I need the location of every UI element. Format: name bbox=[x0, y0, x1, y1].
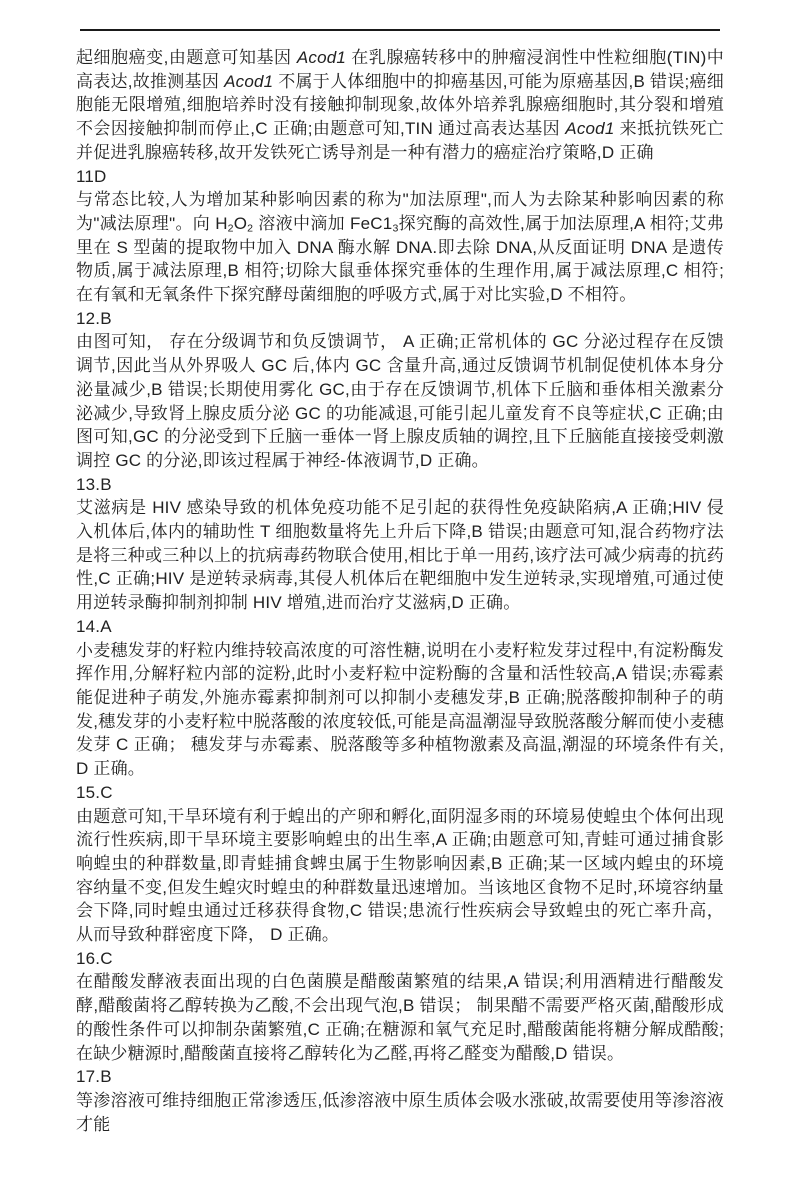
text-run: 来抵抗铁死亡并促进乳腺癌转移,故开发铁死亡诱导剂是一种有潜力的癌症治疗策略,D 正确 bbox=[76, 119, 724, 162]
answer-label: 13.B bbox=[76, 474, 112, 494]
answer-paragraph bbox=[76, 970, 724, 1065]
answer-paragraph bbox=[76, 639, 724, 781]
answer-paragraph bbox=[76, 1089, 724, 1136]
answers-list bbox=[76, 165, 724, 1137]
answer-label: 11D bbox=[76, 166, 107, 186]
text-run: 由图可知， 存在分级调节和负反馈调节， A 正确;正常机体的 GC 分泌过程存在反馈调节,因此当从外界吸人 GC 后,体内 GC 含量升高,通过反馈调节机制促使机体本身分泌量减少,B 错误;长期使用雾化 GC,由于存在反馈调节,机体下丘脑和垂体相关激素分泌减少,导致肾上腺皮质分泌 GC 的功能减退,可能引起儿童发育不良等症状,C 正确;由图可知,GC 的分泌受到下丘脑一垂体一肾上腺皮质轴的调控,且下丘脑能直接接受刺激调控 GC 的分泌,即该过程属于神经-体液调节,D 正确。 bbox=[76, 332, 724, 470]
subscript-text: 2 bbox=[247, 222, 254, 235]
answer-label: 14.A bbox=[76, 616, 112, 636]
text-run: 由题意可知,干旱环境有利于蝗出的产卵和孵化,面阴湿多雨的环境易使蝗虫个体何出现流行性疾病,即干旱环境主要影响蝗虫的出生率,A 正确;由题意可知,青蛙可通过捕食影响蝗虫的种群数量,即青蛙捕食蜱虫属于生物影响因素,B 正确;某一区域内蝗虫的环境容纳量不变,但发生蝗灾时蝗虫的种群数量迅速增加。当该地区食物不足时,环境容纳量会下降,同时蝗虫通过迁移获得食物,C 错误;患流行性疾病会导致蝗虫的死亡率升高， 从而导致种群密度下降， D 正确。 bbox=[76, 806, 724, 945]
text-run: 在醋酸发酵液表面出现的白色菌膜是醋酸菌繁殖的结果,A 错误;利用酒精进行醋酸发酵,醋酸菌将乙醇转换为乙酸,不会出现气泡,B 错误； 制果醋不需要严格灭菌,醋酸形成的酸性条件可以抑制杂菌繁殖,C 正确;在糖源和氧气充足时,醋酸菌能将糖分解成酷酸;在缺少糖源时,醋酸菌直接将乙醇转化为乙醛,再将乙醛变为醋酸,D 错误。 bbox=[76, 972, 724, 1063]
gene-name-italic: Acod1 bbox=[224, 71, 274, 91]
answer-paragraph bbox=[76, 188, 724, 307]
gene-name-italic: Acod1 bbox=[565, 119, 615, 139]
answer-paragraph bbox=[76, 805, 724, 947]
subscript-text: 3 bbox=[392, 222, 399, 235]
top-rule bbox=[80, 29, 720, 31]
paragraph-continuation bbox=[76, 46, 724, 165]
text-run: 艾滋病是 HIV 感染导致的机体免疫功能不足引起的获得性免疫缺陷病,A 正确;HIV 侵入机体后,体内的辅助性 T 细胞数量将先上升后下降,B 错误;由题意可知,混合药物疗法是将三种或三种以上的抗病毒药物联合使用,相比于单一用药,该疗法可减少病毒的抗药性,C 正确;HIV 是逆转录病毒,其侵人机体后在靶细胞中发生逆转录,实现增殖,可通过使用逆转录酶抑制剂抑制 HIV 增殖,进而治疗艾滋病,D 正确。 bbox=[76, 498, 724, 613]
answer-paragraph bbox=[76, 330, 724, 472]
text-run: 小麦穗发芽的籽粒内维持较高浓度的可溶性糖,说明在小麦籽粒发芽过程中,有淀粉酶发挥作用,分解籽粒内部的淀粉,此时小麦籽粒中淀粉酶的含量和活性较高,A 错误;赤霉素能促进种子萌发,外施赤霉素抑制剂可以抑制小麦穗发芽,B 正确;脱落酸抑制种子的萌发,穗发芽的小麦籽粒中脱落酸的浓度较低,可能是高温潮湿导致脱落酸分解而使小麦穗发芽 C 正确； 穗发芽与赤霉素、脱落酸等多种植物激素及高温,潮湿的环境条件有关,D 正确。 bbox=[76, 640, 724, 779]
text-run: 溶液中滴加 FeC1 bbox=[253, 213, 393, 233]
answer-label: 15.C bbox=[76, 782, 113, 802]
subscript-text: 2 bbox=[227, 222, 234, 235]
text-run: O bbox=[233, 213, 248, 233]
text-run: 等渗溶液可维持细胞正常渗透压,低渗溶液中原生质体会吸水涨破,故需要使用等渗溶液才能 bbox=[76, 1090, 724, 1134]
answer-label: 12.B bbox=[76, 308, 112, 328]
text-run: 与常态比较,人为增加某种影响因素的称为"加法原理",而人为去除某种影响因素的称为"减法原理"。向 H bbox=[76, 190, 724, 233]
gene-name-italic: Acod1 bbox=[296, 48, 347, 67]
answer-label: 16.C bbox=[76, 948, 113, 968]
text-run: 探究酶的高效性,属于加法原理,A 相符;艾弗里在 S 型菌的提取物中加入 DNA 酶水解 DNA.即去除 DNA,从反面证明 DNA 是遗传物质,属于减法原理,B 相符;切除大鼠垂体探究垂体的生理作用,属于减法原理,C 相符;在有氧和无氧条件下探究酵母菌细胞的呼吸方式,属于对比实验,D 不相符。 bbox=[76, 213, 724, 305]
answer-label: 17.B bbox=[76, 1067, 112, 1087]
text-run: 在乳腺癌转移中的肿瘤浸润性中性粒细胞(TIN)中高表达,故推测基因 bbox=[76, 48, 724, 91]
answer-paragraph bbox=[76, 496, 724, 615]
document-content bbox=[76, 46, 724, 1136]
text-run: 起细胞癌变,由题意可知基因 bbox=[76, 48, 297, 67]
text-run: 不属于人体细胞中的抑癌基因,可能为原癌基因,B 错误;癌细胞能无限增殖,细胞培养时没有接触抑制现象,故体外培养乳腺癌细胞时,其分裂和增殖不会因接触抑制而停止,C 正确;由题意可知,TIN 通过高表达基因 bbox=[76, 71, 724, 139]
